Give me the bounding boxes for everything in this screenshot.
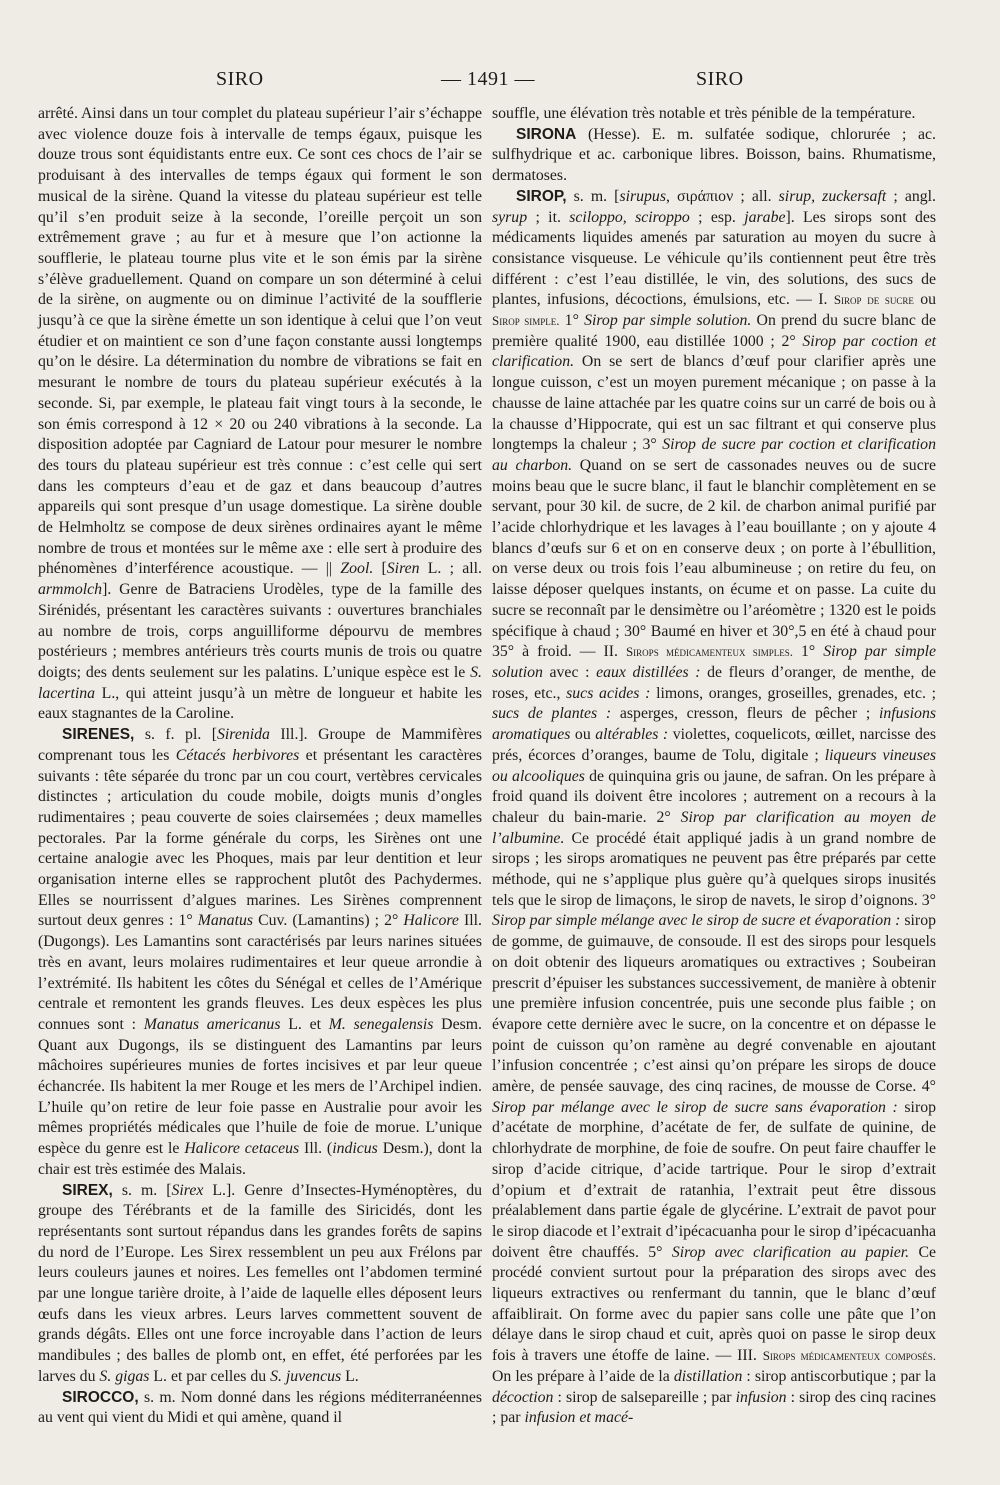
paragraph bbox=[38, 104, 482, 725]
italic-text: S. lacertina bbox=[38, 663, 482, 702]
italic-text: Halicore cetaceus bbox=[184, 1140, 300, 1158]
text-run: s. m. Nom donné dans les régions méditerranéennes au vent qui vient du Midi et qui amène, quand il bbox=[38, 1388, 482, 1427]
text-run: ou bbox=[570, 726, 596, 744]
text-run: limons, oranges, groseilles, grenades, etc. ; bbox=[650, 684, 936, 702]
italic-text: Sirop avec clarification au papier. bbox=[671, 1243, 910, 1261]
entry-headword: SIROCCO, bbox=[62, 1388, 139, 1406]
text-run: arrêté. Ainsi dans un tour complet du plateau supérieur l’air s’échappe avec violence douze fois à intervalle de temps égaux, puisque les douze trous sont équidistants entre eux. Ce sont ces chocs de l’air se produisant à des intervalles de temps égaux qui forment le son musical de la sirène. Quand la vitesse du plateau supérieur est telle qu’il s’en produit seize à la seconde, l’oreille perçoit un son extrêmement grave ; au fur et à mesure que l’on actionne la soufflerie, le plateau tourne plus vite et le son émis par la sirène s’élève graduellement. Quand on compare un son déterminé à celui de la sirène, on augmente ou on diminue l’activité de la soufflerie jusqu’à ce que la sirène émette un son identique à celui que l’on veut étudier et on maintient ce son d’une façon constante aussi longtemps qu’on le désire. La détermination du nombre de vibrations se fait en mesurant le nombre de tours du plateau supérieur exécutés à la seconde. Si, par exemple, le plateau fait vingt tours à la seconde, le son émis correspond à 12 × 20 ou 240 vibrations à la seconde. La disposition adoptée par Cagniard de Latour pour mesurer le nombre des tours du plateau supérieur est très connue : c’est celle qui sert dans les compteurs d’eau et de gaz et dans beaucoup d’autres appareils qui sont presque d’un usage domestique. La sirène double de Helmholtz se compose de deux sirènes ordinaires ayant le même nombre de trous et montées sur le même axe : elle sert à produire des phénomènes d’interférence acoustique. — || bbox=[38, 105, 482, 578]
italic-text: Sirop par coction et clarification. bbox=[492, 332, 936, 371]
text-run: : sirop de salsepareille ; par bbox=[553, 1388, 736, 1406]
italic-text: Sirop par simple solution bbox=[492, 643, 936, 681]
italic-text: Manatus bbox=[197, 912, 254, 930]
text-run: L. ; all. bbox=[419, 560, 482, 578]
text-run: L. et bbox=[280, 1015, 329, 1033]
text-run: 1° bbox=[559, 312, 585, 330]
italic-text: Sirex bbox=[171, 1181, 204, 1199]
entry-headword: SIREX, bbox=[62, 1181, 113, 1199]
italic-text: sirupus bbox=[619, 187, 666, 205]
italic-text: liqueurs vineuses ou alcooliques bbox=[492, 746, 937, 785]
paragraph bbox=[492, 187, 936, 1429]
text-run: sirop d’acétate de morphine, d’acétate de fer, de sulfate de quinine, de chlorhydrate de morphine, de foie de soufre. On peut faire chauffer le sirop d’acide citrique, d’acide tartrique. Pour le sirop d’extrait d’opium et d’extrait de ratanhia, l’extrait peut être dissous préalablement dans partie égale de glycérine. L’extrait de pavot pour le sirop diacode et l’extrait d’ipécacuanha pour le sirop d’ipécacuanha doivent être chauffés. 5° bbox=[492, 1098, 936, 1261]
italic-text: S. gigas bbox=[99, 1367, 150, 1385]
text-run: ; esp. bbox=[689, 208, 745, 226]
text-run: Ce procédé était appliqué jadis à un grand nombre de sirops ; les sirops aromatiques ne peuvent pas être préparés par cette méthode, qui ne s’applique plus guère qu’à quelques sirops inusités tels que le sirop de limaçons, le sirop de navets, le sirop d’oignons. 3° bbox=[492, 829, 936, 909]
running-head bbox=[28, 68, 972, 98]
text-run: Desm. Quant aux Dugongs, ils se distinguent des Lamantins par leurs mâchoires supérieures munies de fortes incisives et par leur queue échancrée. Ils habitent la mer Rouge et les mers de l’Archipel indien. L’huile qu’on retire de leur foie passe en Australie pour avoir les mêmes propriétés médicales que l’huile de foie de morue. L’unique espèce du genre est le bbox=[38, 1015, 482, 1158]
text-run: , σιράπιον ; all. bbox=[665, 187, 779, 205]
text-run: Ill. (Dugongs). Les Lamantins sont caractérisés par leurs narines situées très en avant, leurs molaires rudimentaires et leur queue arrondie à l’extrémité. Ils habitent les côtes du Sénégal et celles de l’Amérique centrale et remontent les grands fleuves. Les deux espèces les plus connues sont : bbox=[38, 912, 482, 1033]
italic-text: Manatus americanus bbox=[143, 1015, 281, 1033]
italic-text: distillation bbox=[673, 1367, 743, 1385]
text-run: On prend du sucre blanc de première qualité 1900, eau distillée 1000 ; 2° bbox=[492, 312, 936, 350]
running-head-left: SIRO bbox=[216, 68, 264, 90]
text-run: L. bbox=[341, 1367, 359, 1385]
entry-headword: SIRENES, bbox=[62, 726, 135, 744]
text-run: violettes, coquelicots, œillet, narcisse des prés, écorces d’oranges, baume de Tolu, digitale ; bbox=[492, 726, 937, 764]
small-caps-text: Sirops médicamenteux composés. bbox=[762, 1348, 936, 1364]
italic-text: Halicore bbox=[403, 912, 459, 930]
text-run: On se sert de blancs d’œuf pour clarifier après une longue cuisson, c’est un moyen purement mécanique ; on passe à la chausse de laine attachée par les quatre coins sur un carré de bois ou à la chausse d’Hippocrate, qui est un sac filtrant et qui conserve plus longtemps la chaleur ; 3° bbox=[492, 353, 936, 454]
italic-text: Sirop par clarification au moyen de l’albumine. bbox=[492, 808, 936, 847]
text-run: L.]. Genre d’Insectes-Hyménoptères, du groupe des Térébrants et de la famille des Siricidés, dont les représentants sont surtout répandus dans les grandes forêts de sapins du nord de l’Europe. Les Sirex ressemblent un peu aux Frélons par leurs couleurs jaunes et noires. Les femelles ont l’abdomen terminé par une longue tarière droite, à l’aide de laquelle elles déposent leurs œufs dans les vieux arbres. Leurs larves commettent souvent de grands dégâts. Elles ont une force incroyable dans l’action de leurs mandibules ; des balles de plomb ont, en effet, été perforées par les larves du bbox=[38, 1181, 482, 1385]
italic-text: infusion bbox=[735, 1388, 787, 1406]
text-run: et présentant les caractères suivants : tête séparée du tronc par un cou court, vertèbres cervicales distinctes ; articulation du coude mobile, doigts munis d’ongles rudimentaires ; peau couverte de soies clairsemées ; deux mamelles pectorales. Par la forme générale du corps, les Sirènes ont une certaine analogie avec les Phoques, mais par leur dentition et leur organisation interne elles se rapprochent plutôt des Pachydermes. Elles se nourrissent d’algues marines. Les Sirènes comprennent surtout deux genres : 1° bbox=[38, 746, 483, 930]
italic-text: altérables : bbox=[595, 726, 669, 744]
running-head-right: SIRO bbox=[696, 68, 744, 90]
entry-headword: SIROP, bbox=[516, 187, 567, 205]
italic-text: décoction bbox=[492, 1388, 554, 1406]
text-run: 1° bbox=[793, 643, 824, 661]
text-run: ]. Genre de Batraciens Urodèles, type de la famille des Sirénidés, présentant les caractères suivants : ouvertures branchiales au nombre de trois, corps anguilliforme dépourvu de membres postérieurs ; membres antérieurs très courts munis de trois ou quatre doigts; des dents seulement sur les palatins. L’unique espèce est le bbox=[38, 581, 482, 681]
text-run: Desm.), dont la chair est très estimée des Malais. bbox=[38, 1140, 482, 1178]
italic-text: infusion et macé- bbox=[524, 1409, 634, 1427]
paragraph bbox=[38, 725, 482, 1180]
italic-text: armmolch bbox=[38, 581, 103, 599]
text-run: Ill. ( bbox=[299, 1140, 333, 1158]
italic-text: Sirop par simple solution. bbox=[584, 312, 752, 330]
text-run: de fleurs d’oranger, de menthe, de roses, etc., bbox=[492, 663, 936, 702]
text-run: ; angl. bbox=[886, 187, 936, 205]
italic-text: S. juvencus bbox=[270, 1367, 342, 1385]
text-run: L. et par celles du bbox=[149, 1367, 271, 1385]
text-run: de quinquina gris ou jaune, de safran. On les prépare à froid quand ils doivent être incolores ; autrement on a recours à la chaleur du bain-marie. 2° bbox=[492, 767, 936, 826]
italic-text: sirup, zuckersaft bbox=[778, 187, 887, 205]
italic-text: Sirenida bbox=[217, 726, 270, 744]
italic-text: indicus bbox=[332, 1140, 378, 1158]
italic-text: jarabe bbox=[744, 208, 786, 226]
italic-text: Sirop par mélange avec le sirop de sucre sans évaporation : bbox=[492, 1098, 898, 1116]
paragraph bbox=[492, 104, 936, 125]
right-column bbox=[492, 104, 936, 1429]
small-caps-text: Sirop simple. bbox=[492, 313, 560, 329]
paragraph bbox=[492, 125, 936, 187]
italic-text: syrup bbox=[492, 208, 528, 226]
text-run: asperges, cresson, fleurs de pêcher ; bbox=[611, 705, 879, 723]
text-run: ou bbox=[913, 291, 936, 309]
italic-text: eaux distillées : bbox=[596, 663, 701, 681]
italic-text: Sirop de sucre par coction et clarification au charbon. bbox=[492, 436, 936, 474]
italic-text: sucs acides : bbox=[566, 684, 651, 702]
text-run: Cuv. (Lamantins) ; 2° bbox=[253, 912, 404, 930]
text-run: sirop de gomme, de guimauve, de consoude. Il est des sirops pour lesquels on doit obtenir des liqueurs aromatiques ou extractives ; Soubeiran prescrit d’épuiser les substances successivement, de manière à obtenir une première infusion concentrée, puis une seconde plus faible ; on évapore cette dernière avec le sucre, on la concentre et on dépasse le point de cuisson qu’on ramène au degré convenable en ajoutant l’infusion concentrée ; c’est ainsi qu’on prépare les sirops de douce amère, de pensée sauvage, des cinq racines, de mousse de Corse. 4° bbox=[492, 912, 936, 1096]
small-caps-text: Sirop de sucre bbox=[833, 292, 914, 308]
text-run: On les prépare à l’aide de la bbox=[492, 1367, 674, 1385]
text-run: : sirop antiscorbutique ; par la bbox=[742, 1367, 936, 1385]
text-run: s. f. pl. [ bbox=[134, 726, 217, 744]
entry-headword: SIRONA bbox=[516, 125, 577, 143]
italic-text: Zool. bbox=[340, 560, 374, 578]
small-caps-text: Sirops médicamenteux simples. bbox=[625, 644, 794, 660]
text-run: s. m. [ bbox=[112, 1181, 172, 1199]
text-run: Ce procédé convient surtout pour la préparation des sirops avec des liqueurs extractives ou renfermant du tannin, que le blanc d’œuf affaiblirait. On forme avec du papier sans colle une pâte que l’on délaye dans le sirop chaud et cuit, après quoi on passe le sirop deux fois à travers une étoffe de laine. — III. bbox=[492, 1243, 937, 1365]
page-number: — 1491 — bbox=[441, 68, 535, 90]
text-run: (Hesse). E. m. sulfatée sodique, chlorurée ; ac. sulfhydrique et ac. carbonique libres. Boisson, bains. Rhumatisme, dermatoses. bbox=[492, 125, 936, 185]
left-column bbox=[38, 104, 482, 1429]
text-run: ; it. bbox=[527, 208, 570, 226]
paragraph bbox=[38, 1181, 482, 1388]
italic-text: sucs de plantes : bbox=[492, 705, 612, 723]
italic-text: Siren bbox=[386, 560, 420, 578]
text-run: Quand on se sert de cassonades neuves ou de sucre moins beau que le sucre blanc, il faut le blanchir complètement en se servant, pour 30 kil. de sucre, de 2 kil. de charbon animal purifié par l’acide chlorhydrique et les lavages à l’eau bouillante ; on y ajoute 4 blancs d’œufs sur 6 et on en conserve deux ; on porte à l’ébullition, on verse deux ou trois fois l’eau albumineuse ; on retire du feu, on laisse déposer quelques instants, on écume et on passe. La cuite du sucre se reconnaît par le densimètre ou l’aréomètre ; 1320 est le poids spécifique à chaud ; 30° Baumé en hiver et 30°,5 en été à chaud pour 35° à froid. — II. bbox=[492, 456, 936, 661]
text-run: : sirop des cinq racines ; par bbox=[492, 1388, 936, 1427]
italic-text: sciloppo, sciroppo bbox=[569, 208, 690, 226]
text-run: souffle, une élévation très notable et très pénible de la température. bbox=[492, 105, 916, 122]
text-run: [ bbox=[373, 560, 387, 578]
text-run: s. m. [ bbox=[566, 187, 620, 205]
italic-text: infusions aromatiques bbox=[492, 705, 936, 744]
text-run: Ill.]. Groupe de Mammifères comprenant tous les bbox=[38, 726, 482, 764]
italic-text: Sirop par simple mélange avec le sirop de sucre et évaporation : bbox=[492, 912, 901, 930]
text-run: L., qui atteint jusqu’à un mètre de longueur et habite les eaux stagnantes de la Caroline. bbox=[38, 684, 482, 723]
italic-text: M. senegalensis bbox=[328, 1015, 434, 1033]
text-run: avec : bbox=[542, 663, 597, 681]
text-run: ]. Les sirops sont des médicaments liquides amenés par saturation au moyen du sucre à consistance visqueuse. Le véhicule qu’ils contiennent peut être très différent : c’est l’eau distillée, le vin, des solutions, des sucs de plantes, infusions, décoctions, émulsions, etc. — I. bbox=[492, 208, 937, 309]
italic-text: Cétacés herbivores bbox=[175, 746, 300, 764]
paragraph bbox=[38, 1388, 482, 1429]
